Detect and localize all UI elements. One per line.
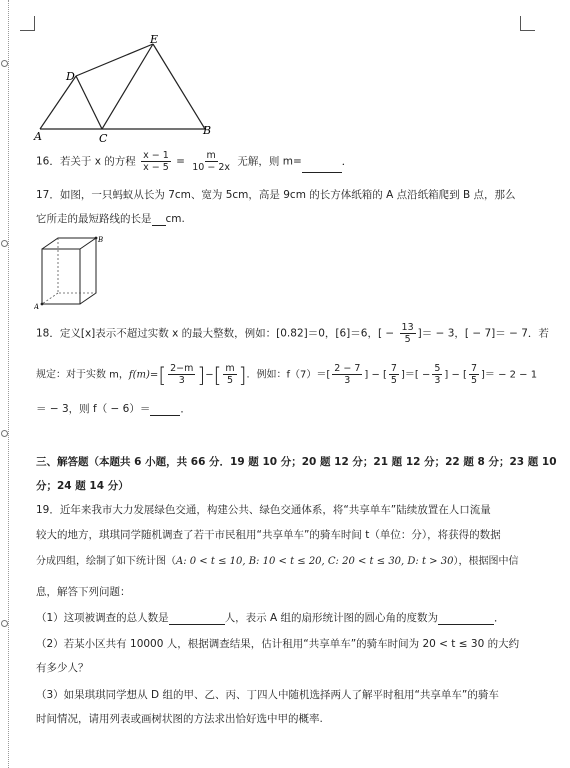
point-label-C: C	[99, 132, 108, 144]
question-18-line2: 规定：对于实数 m，f(m)=[ $\frac{2-m}{3}$ ]−[ $\frac{m}{5}$ ]．例如：f（7）＝[ $\frac{2 - 7}{3}$ ] − [ $\frac{7}{5}$ ]＝[ − $\frac{5}{3}$ ] − [ $\frac{7}{5}$ ]＝ − 2 − 1	[36, 362, 538, 387]
box-figure	[34, 234, 110, 310]
question-18-line1: 18．定义[x]表示不超过实数 x 的最大整数，例如：[0.82]＝0，[6]＝6，[ − $\frac{13}{5}$ ]＝ − 3，[ − 7]＝ − 7．若	[36, 322, 549, 345]
question-19-sub3-line2: 时间情况，请用列表或画树状图的方法求出恰好选中甲的概率.	[36, 713, 323, 725]
binding-hole-icon	[1, 240, 8, 247]
fraction: $\frac{m}{10 - 2x}$	[192, 150, 231, 173]
fraction: $\frac{x - 1}{x - 5}$	[143, 150, 169, 173]
question-19-line3: 分成四组，绘制了如下统计图（A: 0 < t ≤ 10, B: 10 < t ≤ 20, C: 20 < t ≤ 30, D: t > 30），根据图中信	[36, 556, 519, 567]
point-label-A: A	[34, 130, 42, 143]
answer-blank[interactable]	[150, 404, 180, 416]
box-label-B: B	[98, 236, 104, 244]
question-19-line1: 19．近年来我市大力发展绿色交通，构建公共、绿色交通体系，将“共享单车”陆续放置在人口流量	[36, 504, 491, 516]
answer-blank[interactable]	[438, 613, 494, 625]
fraction: $\frac{7}{5}$	[390, 363, 397, 386]
answer-blank[interactable]	[302, 161, 342, 173]
point-label-D: D	[66, 70, 75, 83]
question-19-sub1: （1）这项被调查的总人数是 人，表示 A 组的扇形统计图的圆心角的度数为 ．	[36, 612, 505, 624]
binding-hole-icon	[1, 430, 8, 437]
question-19-sub3-line1: （3）如果琪琪同学想从 D 组的甲、乙、丙、丁四人中随机选择两人了解平时租用“共享单车”的骑车	[36, 689, 499, 701]
fraction: $\frac{m}{5}$	[225, 363, 235, 386]
fraction: $\frac{5}{3}$	[434, 363, 441, 386]
question-19-line2: 较大的地方，琪琪同学随机调查了若干市民租用“共享单车”的骑车时间 t（单位：分），将获得的数据	[36, 529, 501, 541]
question-17-line1: 17．如图，一只蚂蚁从长为 7cm、宽为 5cm，高是 9cm 的长方体纸箱的 A 点沿纸箱爬到 B 点，那么	[36, 189, 516, 201]
binding-hole-icon	[1, 60, 8, 67]
question-19-line4: 息，解答下列问题：	[36, 586, 131, 598]
section-3-heading-line1: 三、解答题（本题共 6 小题，共 66 分．19 题 10 分；20 题 12 分；21 题 12 分；22 题 8 分；23 题 10	[36, 456, 557, 468]
crop-mark-top-left	[20, 16, 35, 31]
question-17-line2: 它所走的最短路线的长是 cm.	[36, 213, 185, 225]
binding-margin	[0, 0, 9, 768]
question-19-sub2-line2: 有多少人？	[36, 662, 89, 674]
fraction: $\frac{7}{5}$	[470, 363, 477, 386]
point-label-B: B	[203, 124, 212, 137]
answer-blank[interactable]	[152, 214, 166, 226]
triangle-figure	[30, 34, 220, 144]
fraction: $\frac{13}{5}$	[401, 322, 414, 345]
question-16: 16．若关于 x 的方程 $\frac{x - 1}{x - 5}$ = $\frac{m}{10 - 2x}$ 无解，则 m= ．	[36, 150, 353, 173]
answer-blank[interactable]	[169, 613, 225, 625]
box-label-A: A	[34, 303, 40, 310]
section-3-heading-line2: 分；24 题 14 分）	[36, 480, 129, 492]
question-19-sub2-line1: （2）若某小区共有 10000 人，根据调查结果，估计租用“共享单车”的骑车时间为 20 < t ≤ 30 的大约	[36, 638, 520, 650]
q16-text: 16．若关于 x 的方程	[36, 155, 136, 168]
point-label-E: E	[150, 34, 159, 46]
crop-mark-top-right	[520, 16, 535, 31]
question-18-line3: ＝ − 3，则 f（ − 6）＝ ．	[36, 403, 191, 415]
binding-hole-icon	[1, 620, 8, 627]
fraction: $\frac{2 - 7}{3}$	[334, 363, 361, 386]
fraction: $\frac{2-m}{3}$	[170, 363, 194, 386]
